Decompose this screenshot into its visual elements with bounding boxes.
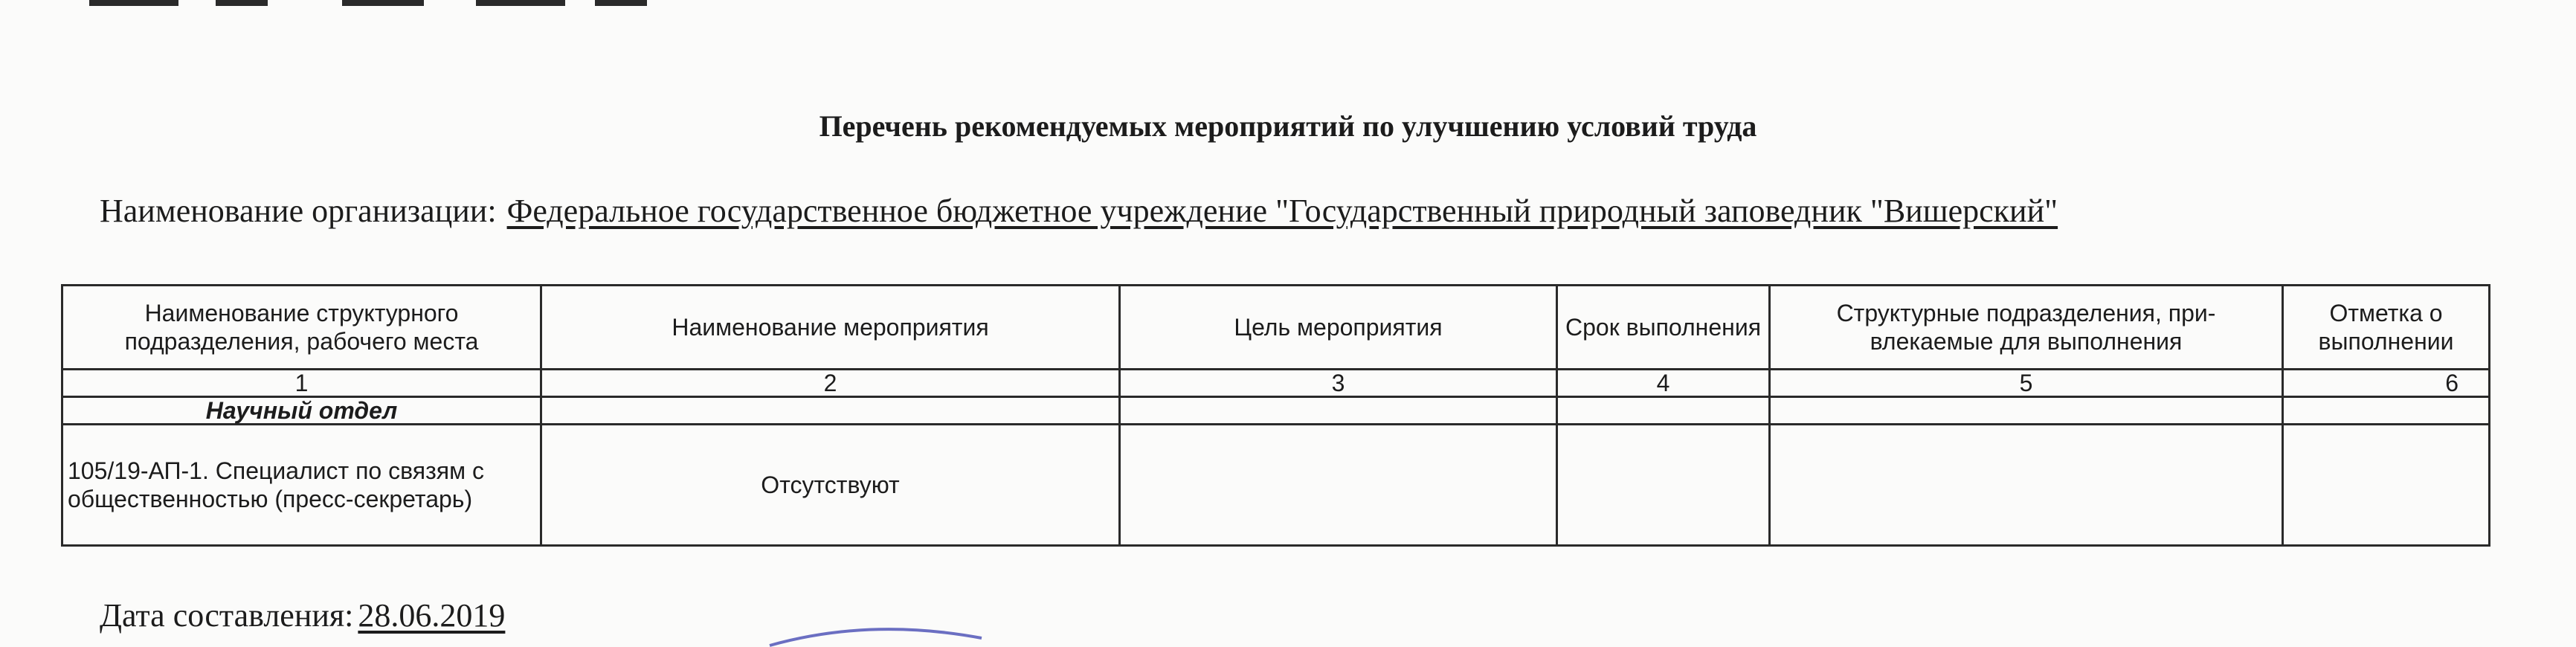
organization-line (100, 192, 2058, 230)
header-workplace: Наименование структурного подразделения, рабочего места (62, 286, 541, 370)
header-departments: Структурные подразделения, при-влекаемые для выполнения (1770, 286, 2283, 370)
deadline-cell (1557, 425, 1770, 546)
date-value: 28.06.2019 (358, 597, 506, 634)
column-number: 3 (1120, 370, 1557, 397)
table-header-row (62, 286, 2490, 370)
date-line (100, 596, 505, 634)
column-number: 4 (1557, 370, 1770, 397)
date-label: Дата составления: (100, 597, 354, 634)
departments-cell (1770, 425, 2283, 546)
mark-cell (2283, 425, 2490, 546)
scan-edge-mark (476, 0, 565, 6)
column-number: 2 (541, 370, 1120, 397)
goal-cell (1120, 425, 1557, 546)
column-number-row (62, 370, 2490, 397)
scan-edge-mark (595, 0, 647, 6)
workplace-cell: 105/19-АП-1. Специалист по связям с общественностью (пресс-секретарь) (62, 425, 541, 546)
column-number: 6 (2283, 370, 2490, 397)
document-title: Перечень рекомендуемых мероприятий по улучшению условий труда (819, 109, 1757, 143)
header-mark: Отметка о выполнении (2283, 286, 2490, 370)
empty-cell (1120, 397, 1557, 425)
empty-cell (1770, 397, 2283, 425)
section-name: Научный отдел (62, 397, 541, 425)
scan-edge-mark (89, 0, 178, 6)
stamp-arc (766, 623, 989, 647)
scan-edge-mark (342, 0, 424, 6)
empty-cell (2283, 397, 2490, 425)
table-row (62, 425, 2490, 546)
scan-edge-mark (216, 0, 268, 6)
column-number: 1 (62, 370, 541, 397)
measure-cell: Отсутствуют (541, 425, 1120, 546)
empty-cell (1557, 397, 1770, 425)
section-row (62, 397, 2490, 425)
measures-table (61, 284, 2490, 547)
empty-cell (541, 397, 1120, 425)
column-number: 5 (1770, 370, 2283, 397)
organization-name: Федеральное государственное бюджетное учреждение "Государственный природный заповедник "Вишерский" (506, 193, 2058, 229)
header-measure: Наименование мероприятия (541, 286, 1120, 370)
header-goal: Цель мероприятия (1120, 286, 1557, 370)
header-deadline: Срок выполнения (1557, 286, 1770, 370)
organization-label: Наименование организации: (100, 193, 497, 229)
